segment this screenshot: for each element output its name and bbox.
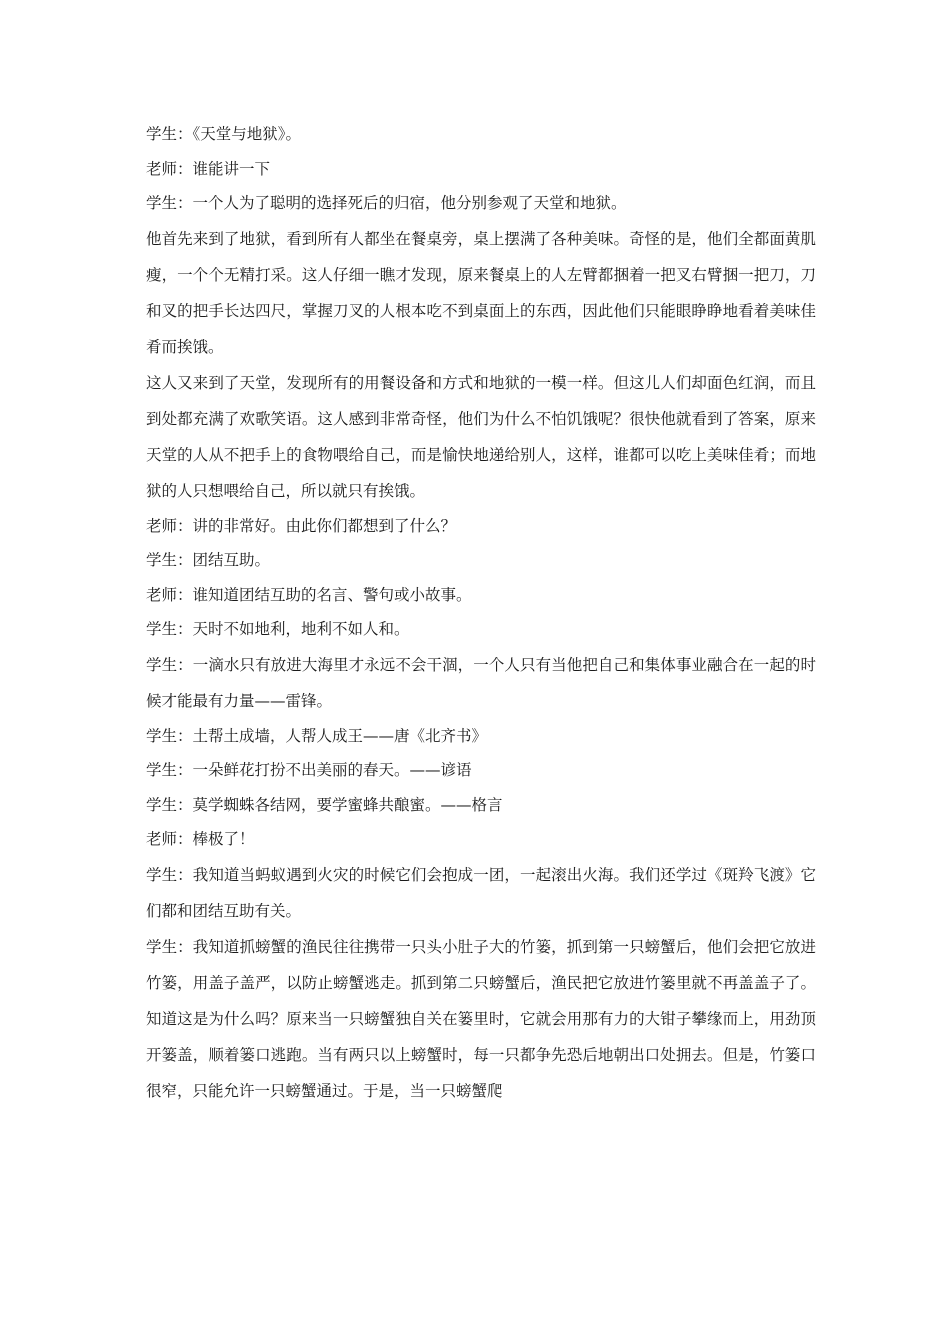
dialogue-line: 学生：我知道抓螃蟹的渔民往往携带一只头小肚子大的竹篓，抓到第一只螃蟹后，他们会把它放进竹篓，用盖子盖严，以防止螃蟹逃走。抓到第二只螃蟹后，渔民把它放进竹篓里就不再盖盖子了。知道这是为什么吗？原来当一只螃蟹独自关在篓里时，它就会用那有力的大钳子攀缘而上，用劲顶开篓盖，顺着篓口逃跑。当有两只以上螃蟹时，每一只都争先恐后地朝出口处拥去。但是，竹篓口很窄，只能允许一只螃蟹通过。于是，当一只螃蟹爬	[146, 937, 816, 1100]
dialogue-line: 学生：莫学蜘蛛各结网，要学蜜蜂共酿蜜。——格言	[146, 795, 503, 814]
dialogue-line: 学生：土帮土成墙，人帮人成王——唐《北齐书》	[146, 726, 488, 745]
dialogue-line: 老师：讲的非常好。由此你们都想到了什么？	[146, 516, 457, 535]
dialogue-line: 学生：一滴水只有放进大海里才永远不会干涸，一个人只有当他把自己和集体事业融合在一起的时候才能最有力量——雷锋。	[146, 655, 816, 710]
dialogue-line: 学生：一朵鲜花打扮不出美丽的春天。——谚语	[146, 761, 472, 779]
dialogue-line: 学生：团结互助。	[146, 551, 271, 569]
dialogue-line: 学生：天时不如地利，地利不如人和。	[146, 620, 410, 638]
story-paragraph: 他首先来到了地狱，看到所有人都坐在餐桌旁，桌上摆满了各种美味。奇怪的是，他们全都面黄肌瘦，一个个无精打采。这人仔细一瞧才发现，原来餐桌上的人左臂都捆着一把叉右臂捆一把刀，刀和叉的把手长达四尺，掌握刀叉的人根本吃不到桌面上的东西，因此他们只能眼睁睁地看着美味佳肴而挨饿。	[146, 229, 816, 356]
dialogue-line: 学生：《天堂与地狱》。	[146, 125, 302, 143]
dialogue-line: 老师：谁能讲一下	[146, 159, 271, 178]
story-paragraph: 这人又来到了天堂，发现所有的用餐设备和方式和地狱的一模一样。但这儿人们却面色红润，而且到处都充满了欢歌笑语。这人感到非常奇怪，他们为什么不怕饥饿呢？很快他就看到了答案，原来天堂的人从不把手上的食物喂给自己，而是愉快地递给别人，这样，谁都可以吃上美味佳肴；而地狱的人只想喂给自己，所以就只有挨饿。	[146, 373, 816, 500]
document-body	[146, 117, 816, 1109]
dialogue-line: 学生：一个人为了聪明的选择死后的归宿，他分别参观了天堂和地狱。	[146, 194, 627, 212]
dialogue-line: 老师：谁知道团结互助的名言、警句或小故事。	[146, 585, 472, 604]
dialogue-line: 老师：棒极了！	[146, 830, 255, 848]
dialogue-line: 学生：我知道当蚂蚁遇到火灾的时候它们会抱成一团，一起滚出火海。我们还学过《斑羚飞渡》它们都和团结互助有关。	[146, 865, 816, 920]
